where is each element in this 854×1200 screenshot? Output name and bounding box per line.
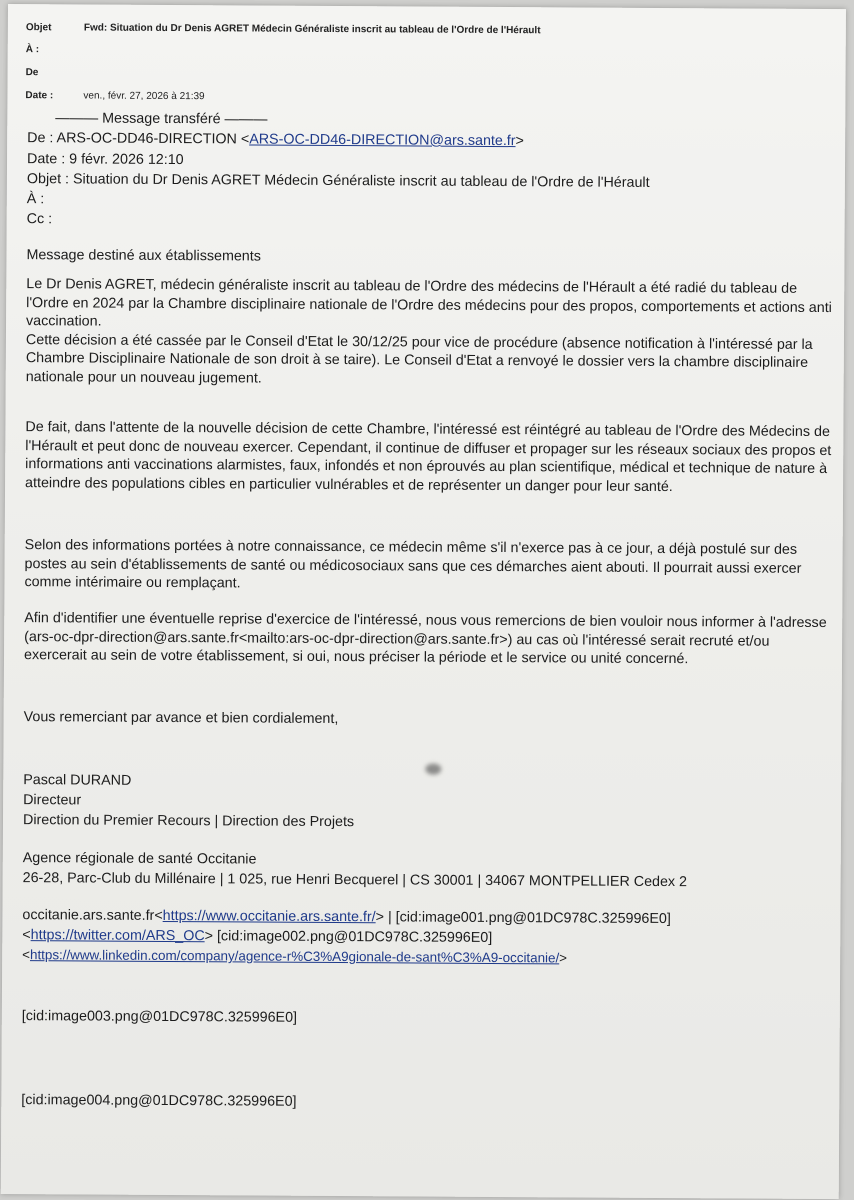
signature-department: Direction du Premier Recours | Direction des Projets (22, 812, 355, 831)
body-paragraph-3 (24, 536, 836, 596)
forwarded-to: À : (26, 191, 45, 208)
signature-address: 26-28, Parc-Club du Millénaire | 1 025, rue Henri Becquerel | CS 30001 | 34067 MONTPELLIER Cedex 2 (22, 870, 688, 891)
printed-email-page (1, 4, 846, 1199)
twitter-prefix: < (22, 927, 31, 944)
site-suffix: > | [cid:image001.png@01DC978C.325996E0] (375, 909, 671, 928)
forwarded-cc: Cc : (26, 211, 53, 228)
date-value: ven., févr. 27, 2026 à 21:39 (83, 90, 205, 103)
twitter-link-line (22, 927, 492, 946)
twitter-link[interactable]: https://twitter.com/ARS_OC (30, 927, 205, 945)
forwarded-date: Date : 9 févr. 2026 12:10 (27, 151, 184, 169)
objet-label: Objet (25, 22, 52, 34)
image004-placeholder: [cid:image004.png@01DC978C.325996E0] (21, 1092, 297, 1110)
body-paragraph-2 (25, 418, 837, 497)
a-label: À : (25, 44, 40, 56)
body-closing: Vous remerciant par avance et bien cordialement, (23, 709, 339, 728)
body-paragraph-3-text: Selon des informations portées à notre connaissance, ce médecin même s'il n'exerce pas à ce jour, a déjà postulé sur des postes au sein d'établissements de santé ou médicosociaux sans que ces démarches aient abouti. Il pourrait aussi exercer comme intérimaire ou remplaçant. (24, 537, 802, 592)
image003-placeholder: [cid:image003.png@01DC978C.325996E0] (21, 1008, 298, 1026)
forwarded-from-email-link[interactable]: ARS-OC-DD46-DIRECTION@ars.sante.fr (249, 131, 516, 150)
ink-smudge (425, 764, 441, 775)
body-paragraph-4-text: Afin d'identifier une éventuelle reprise d'exercice de l'intéressé, nous vous remercions de bien vouloir nous informer à l'adresse (ars-oc-dpr-direction@ars.sante.fr<mailto:ars-oc-dpr-direction@ars.sante.fr>) au cas où l'intéressé serait recruté et/ou exercerait au sein de votre établissement, si oui, nous préciser la période et le service ou unité concerné. (23, 610, 827, 668)
site-prefix: occitanie.ars.sante.fr< (22, 907, 163, 924)
body-intro: Message destiné aux établissements (26, 247, 261, 265)
site-link-line (22, 907, 671, 927)
forwarded-from (27, 130, 524, 149)
forwarded-from-label: De : ARS-OC-DD46-DIRECTION < (27, 130, 250, 148)
de-label: De (25, 67, 39, 79)
body-paragraph-1a: Le Dr Denis AGRET, médecin généraliste inscrit au tableau de l'Ordre des médecins de l'Hérault a été radié du tableau de l'Ordre en 2024 par la Chambre disciplinaire nationale de l'Ordre des médecins pour des propos, comportements et actions anti vaccination. (26, 276, 832, 330)
forwarded-subject: Objet : Situation du Dr Denis AGRET Médecin Généraliste inscrit au tableau de l'Ordre de l'Hérault (26, 171, 650, 191)
body-paragraph-1 (26, 275, 839, 391)
body-paragraph-1b: Cette décision a été cassée par le Conseil d'Etat le 30/12/25 pour vice de procédure (absence notification à l'intéressé par la Chambre Disciplinaire Nationale de son droit à se taire). Le Conseil d'Etat a renvoyé le dossier vers la chambre disciplinaire nationale pour un nouveau jugement. (25, 331, 813, 387)
signature-title: Directeur (23, 792, 82, 809)
twitter-suffix: > [cid:image002.png@01DC978C.325996E0] (204, 928, 493, 946)
body-paragraph-4 (24, 609, 836, 669)
objet-value: Fwd: Situation du Dr Denis AGRET Médecin Généraliste inscrit au tableau de l'Ordre de l'Hérault (83, 22, 541, 37)
linkedin-prefix: < (22, 947, 31, 963)
site-link[interactable]: https://www.occitanie.ars.sante.fr/ (162, 907, 376, 926)
linkedin-link[interactable]: https://www.linkedin.com/company/agence-r%C3%A9gionale-de-sant%C3%A9-occitanie/ (29, 947, 560, 966)
linkedin-link-line (22, 947, 567, 965)
signature-agency: Agence régionale de santé Occitanie (22, 850, 257, 868)
forwarded-marker: ——— Message transféré ——— (55, 110, 268, 128)
body-paragraph-2-text: De fait, dans l'attente de la nouvelle décision de cette Chambre, l'intéressé est réintégré au tableau de l'Ordre des Médecins de l'Hérault et peut donc de nouveau exercer. Cependant, il continue de diffuser et propager sur les réseaux sociaux des propos et informations anti vaccinations alarmistes, faux, infondés et non éprouvés au plan scientifique, médical et technique de nature à atteindre des populations cibles en particulier vulnérables et de représenter un danger pour leur santé. (25, 419, 832, 495)
linkedin-suffix: > (559, 950, 568, 966)
forwarded-from-close: > (515, 133, 524, 150)
date-label: Date : (25, 90, 54, 102)
signature-name: Pascal DURAND (23, 772, 132, 789)
